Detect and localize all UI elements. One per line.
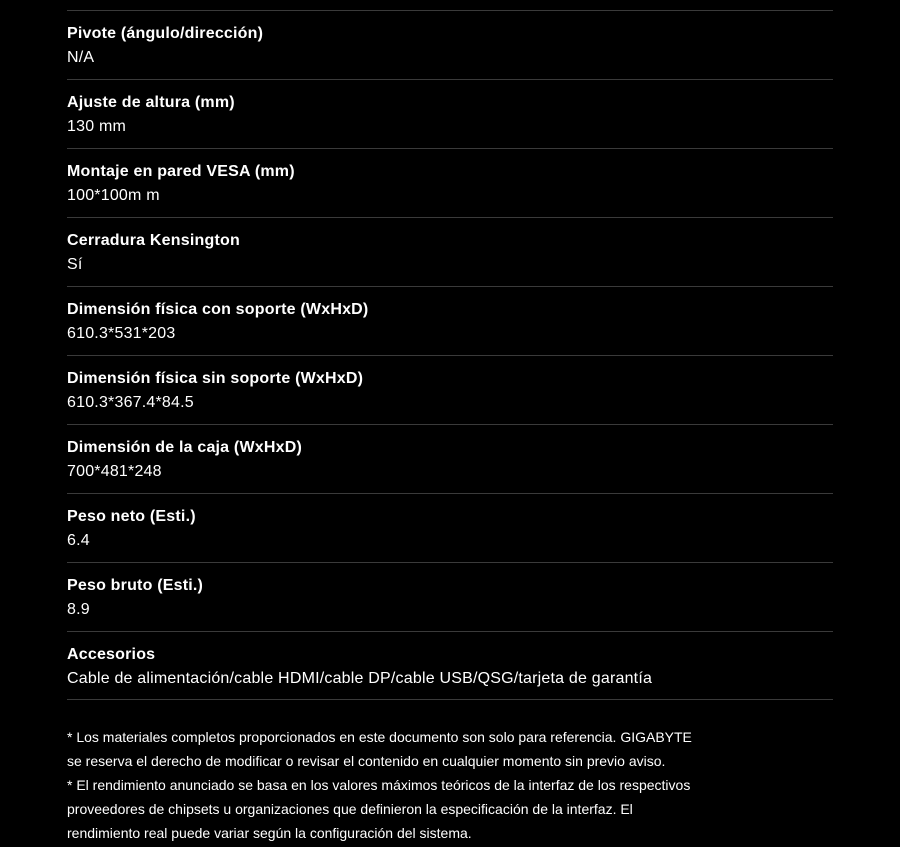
spec-row-gross-weight bbox=[67, 562, 833, 631]
spec-label: Accesorios bbox=[67, 646, 156, 663]
spec-row-accessories bbox=[67, 631, 833, 700]
spec-value: 700*481*248 bbox=[67, 463, 162, 480]
footnote-line: se reserva el derecho de modificar o revisar el contenido en cualquier momento sin previo aviso. bbox=[67, 753, 666, 769]
spec-label: Dimensión física con soporte (WxHxD) bbox=[67, 301, 369, 318]
spec-row-height-adjustment bbox=[67, 79, 833, 148]
spec-row-net-weight bbox=[67, 493, 833, 562]
spec-row-dimension-with-stand bbox=[67, 286, 833, 355]
footnote-line: rendimiento real puede variar según la configuración del sistema. bbox=[67, 825, 472, 841]
spec-label: Montaje en pared VESA (mm) bbox=[67, 163, 295, 180]
spec-label: Cerradura Kensington bbox=[67, 232, 240, 249]
spec-value: 610.3*367.4*84.5 bbox=[67, 394, 194, 411]
spec-value: 8.9 bbox=[67, 601, 90, 618]
footnote-line: * El rendimiento anunciado se basa en los valores máximos teóricos de la interfaz de los respectivos bbox=[67, 777, 691, 793]
spec-value: Sí bbox=[67, 256, 83, 273]
spec-row-dimension-without-stand bbox=[67, 355, 833, 424]
spec-label: Dimensión física sin soporte (WxHxD) bbox=[67, 370, 364, 387]
spec-value: 130 mm bbox=[67, 118, 126, 135]
spec-value: 6.4 bbox=[67, 532, 90, 549]
spec-label: Dimensión de la caja (WxHxD) bbox=[67, 439, 302, 456]
spec-value: 100*100m m bbox=[67, 187, 160, 204]
spec-row-pivot bbox=[67, 10, 833, 79]
spec-label: Pivote (ángulo/dirección) bbox=[67, 25, 264, 42]
spec-row-box-dimension bbox=[67, 424, 833, 493]
spec-table bbox=[67, 10, 833, 700]
spec-value: N/A bbox=[67, 49, 95, 66]
spec-row-kensington-lock bbox=[67, 217, 833, 286]
disclaimer-footnotes bbox=[67, 725, 767, 845]
spec-value: 610.3*531*203 bbox=[67, 325, 176, 342]
footnote-line: proveedores de chipsets u organizaciones que definieron la especificación de la interfaz. El bbox=[67, 801, 633, 817]
spec-label: Peso neto (Esti.) bbox=[67, 508, 196, 525]
spec-label: Ajuste de altura (mm) bbox=[67, 94, 235, 111]
spec-row-vesa-mount bbox=[67, 148, 833, 217]
spec-value: Cable de alimentación/cable HDMI/cable DP/cable USB/QSG/tarjeta de garantía bbox=[67, 670, 653, 687]
footnote-line: * Los materiales completos proporcionados en este documento son solo para referencia. GIGABYTE bbox=[67, 729, 692, 745]
spec-label: Peso bruto (Esti.) bbox=[67, 577, 204, 594]
